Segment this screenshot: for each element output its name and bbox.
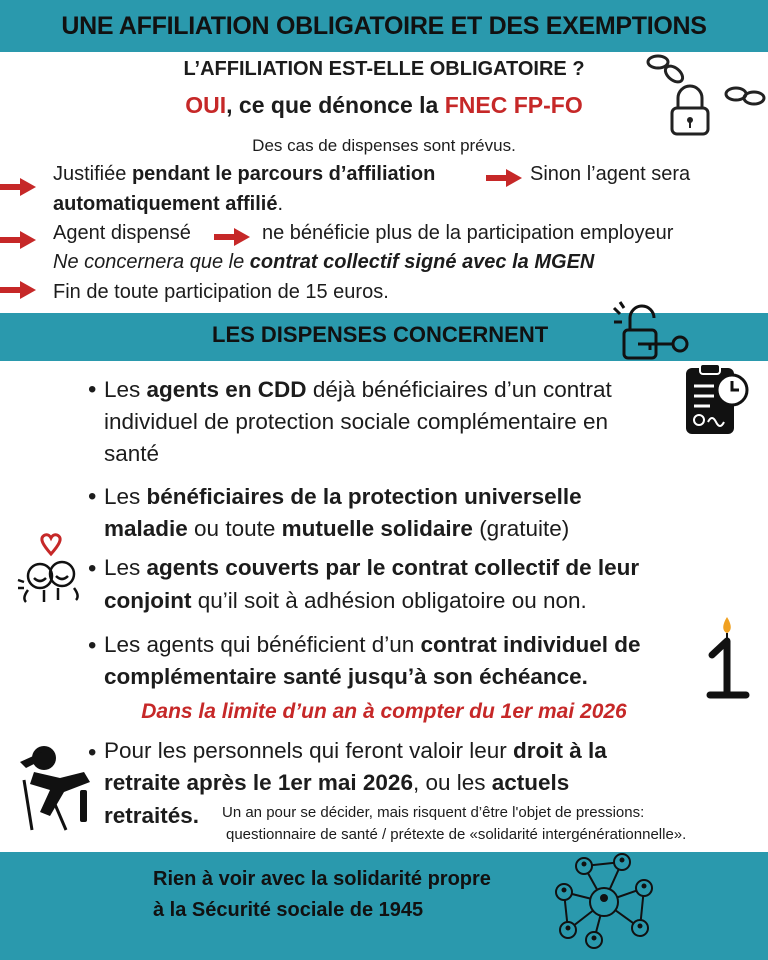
- d5-c: retraite après le 1er mai 2026: [104, 770, 413, 795]
- red-arrow-icon: [0, 178, 36, 196]
- bullet: •: [88, 632, 97, 659]
- d1-b: agents en CDD: [146, 377, 307, 402]
- dispense-3-line-2: [104, 584, 587, 618]
- rule-1-text-a: Justifiée: [53, 163, 132, 185]
- rule-3-text: Fin de toute participation de 15 euros.: [53, 281, 389, 303]
- d5-a: Pour les personnels qui feront valoir leur: [104, 738, 513, 763]
- question: L’AFFILIATION EST-ELLE OBLIGATOIRE ?: [183, 58, 585, 80]
- couple-heart-icon: [14, 532, 88, 604]
- people-network-icon: [550, 852, 658, 950]
- footer-line-2: à la Sécurité sociale de 1945: [153, 899, 424, 921]
- d3-d: qu’il soit à adhésion obligatoire ou non.: [191, 588, 587, 613]
- footer-text: [153, 864, 491, 926]
- bullet: •: [88, 739, 97, 766]
- d4-b: contrat individuel de: [420, 632, 641, 657]
- d3-b: agents couverts par le contrat collectif de leur: [146, 555, 640, 580]
- d3-a: Les: [104, 555, 147, 580]
- d2-d: ou toute: [187, 516, 282, 541]
- d1-c: déjà bénéficiaires d’un contrat: [306, 377, 612, 402]
- d4-c: complémentaire santé jusqu’à son échéance.: [104, 664, 588, 689]
- d5-e: actuels: [491, 770, 570, 795]
- dispense-4-line-1: [104, 628, 641, 662]
- red-arrow-icon: [0, 281, 36, 299]
- d2-f: (gratuite): [472, 516, 570, 541]
- red-arrow-icon: [486, 169, 522, 187]
- dispense-2-line-2: [104, 512, 569, 546]
- d1-a: Les: [104, 377, 147, 402]
- rule-2-text-c: Ne concernera que le: [53, 251, 250, 273]
- rule-1-text-e: .: [277, 193, 284, 215]
- dispense-1-line-2: individuel de protection sociale complémentaire en: [104, 409, 609, 434]
- footer-line-1: Rien à voir avec la solidarité propre: [153, 868, 491, 890]
- d2-a: Les: [104, 484, 147, 509]
- limit-note: Dans la limite d’un an à compter du 1er mai 2026: [141, 700, 627, 723]
- bullet: •: [88, 555, 97, 582]
- dispense-4-line-2: [104, 660, 588, 694]
- bullet: •: [88, 483, 97, 510]
- page-title: UNE AFFILIATION OBLIGATOIRE ET DES EXEMPTIONS: [61, 12, 707, 40]
- bullet: •: [88, 376, 97, 403]
- red-arrow-icon: [0, 231, 36, 249]
- d2-b: bénéficiaires de la protection universelle: [146, 484, 582, 509]
- rule-2-line-2: [53, 251, 594, 274]
- rule-2-text-a: Agent dispensé: [53, 222, 191, 244]
- cases-text: Des cas de dispenses sont prévus.: [252, 136, 516, 155]
- header-band: [0, 0, 768, 52]
- dispense-3-line-1: [104, 551, 639, 585]
- rule-1-line-1: [53, 163, 435, 186]
- d2-e: mutuelle solidaire: [281, 516, 473, 541]
- birthday-candle-one-icon: [700, 615, 752, 701]
- answer-mid: , ce que dénonce la: [226, 92, 445, 118]
- note-line-1: Un an pour se décider, mais risquent d’être l'objet de pressions:: [222, 804, 645, 821]
- note-line-2: questionnaire de santé / prétexte de «solidarité intergénérationnelle».: [226, 826, 687, 843]
- dispense-5-line-2: [104, 766, 569, 800]
- dispense-1-line-3: santé: [104, 441, 160, 466]
- d5-b: droit à la: [512, 738, 607, 763]
- answer-line: [0, 92, 768, 119]
- answer-org: FNEC FP-FO: [444, 92, 583, 118]
- rule-1-text-d: automatiquement affilié: [53, 193, 278, 215]
- dispense-5-line-1: [104, 734, 607, 768]
- rule-2-text-d: contrat collectif signé avec la MGEN: [249, 251, 595, 273]
- rule-2-text-b: ne bénéficie plus de la participation employeur: [262, 222, 674, 244]
- dispense-2-line-1: [104, 480, 582, 514]
- section-title: LES DISPENSES CONCERNENT: [212, 322, 549, 347]
- red-arrow-icon: [214, 228, 250, 246]
- rule-1-line-2: [53, 193, 283, 216]
- d2-c: maladie: [104, 516, 188, 541]
- dispense-5-line-3: [104, 799, 199, 833]
- d3-c: conjoint: [104, 588, 192, 613]
- d5-f: retraités.: [104, 803, 200, 828]
- answer-oui: OUI: [185, 92, 227, 118]
- clipboard-clock-icon: [684, 362, 750, 436]
- rule-1-text-b: pendant le parcours d’affiliation: [131, 163, 436, 185]
- d5-d: , ou les: [412, 770, 492, 795]
- rule-1-text-c: Sinon l’agent sera: [530, 163, 691, 185]
- dispense-1-line-1: [104, 373, 612, 407]
- open-padlock-key-icon: [610, 300, 694, 366]
- relaxing-person-icon: [4, 740, 96, 838]
- d4-a: Les agents qui bénéficient d’un: [104, 632, 421, 657]
